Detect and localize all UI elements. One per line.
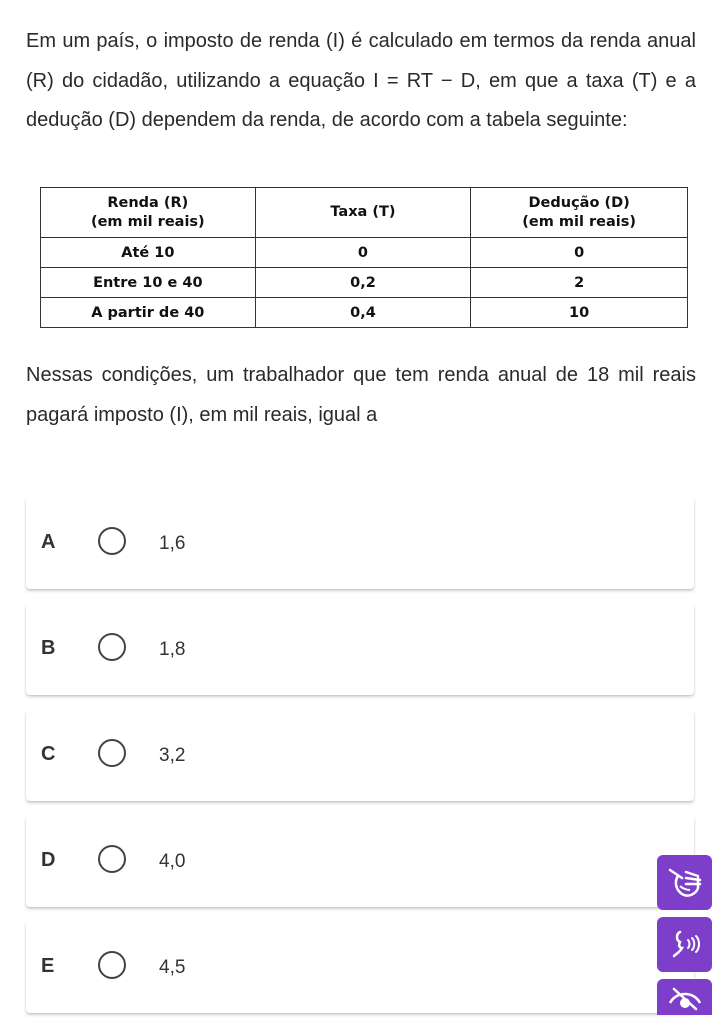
radio-button[interactable] [98,845,126,873]
option-letter: E [41,955,55,977]
table-row [41,238,688,268]
radio-button[interactable] [98,951,126,979]
sign-language-button[interactable] [657,855,712,910]
table-row [41,268,688,298]
table-header-taxa [255,188,471,238]
table-header-deducao [471,188,688,238]
radio-button[interactable] [98,527,126,555]
header-line2: (em mil reais) [90,213,205,230]
table-cell: 0,4 [255,298,471,328]
table-cell: A partir de 40 [41,298,256,328]
option-letter: B [41,637,56,659]
table-cell: Entre 10 e 40 [41,268,256,298]
radio-button[interactable] [98,633,126,661]
radio-button[interactable] [98,739,126,767]
header-line1: Dedução (D) [528,194,630,211]
option-letter: C [41,743,56,765]
answer-options [26,497,694,1027]
option-value: 1,8 [159,639,186,660]
hand-sign-icon [666,864,704,902]
option-c[interactable] [26,709,694,801]
table-cell: 2 [471,268,688,298]
option-letter: D [41,849,56,871]
option-value: 4,0 [159,851,186,872]
question-prompt: Nessas condições, um trabalhador que tem renda anual de 18 mil reais pagará imposto (I), em mil reais, igual a [26,364,696,426]
table-cell: 0 [471,238,688,268]
option-b[interactable] [26,603,694,695]
speaker-audio-icon [666,926,704,964]
income-tax-table [40,187,688,328]
eye-icon [666,985,704,1011]
question-intro: Em um país, o imposto de renda (I) é calculado em termos da renda anual (R) do cidadão, utilizando a equação I = RT − D, em que a taxa (T) e a dedução (D) dependem da renda, de acordo com a tabela seguinte: [26,30,696,131]
table-cell: Até 10 [41,238,256,268]
table-cell: 0,2 [255,268,471,298]
table-cell: 0 [255,238,471,268]
option-d[interactable] [26,815,694,907]
option-letter: A [41,531,56,553]
option-value: 3,2 [159,745,186,766]
option-value: 4,5 [159,957,186,978]
visual-accessibility-button[interactable] [657,979,712,1015]
table-header-row [41,188,688,238]
table-row [41,298,688,328]
audio-button[interactable] [657,917,712,972]
table-cell: 10 [471,298,688,328]
header-line2: (em mil reais) [522,213,636,230]
table-header-renda [41,188,256,238]
header-line1: Renda (R) [107,194,189,211]
header-line1: Taxa (T) [330,204,396,220]
option-e[interactable] [26,921,694,1013]
option-value: 1,6 [159,533,186,554]
option-a[interactable] [26,497,694,589]
